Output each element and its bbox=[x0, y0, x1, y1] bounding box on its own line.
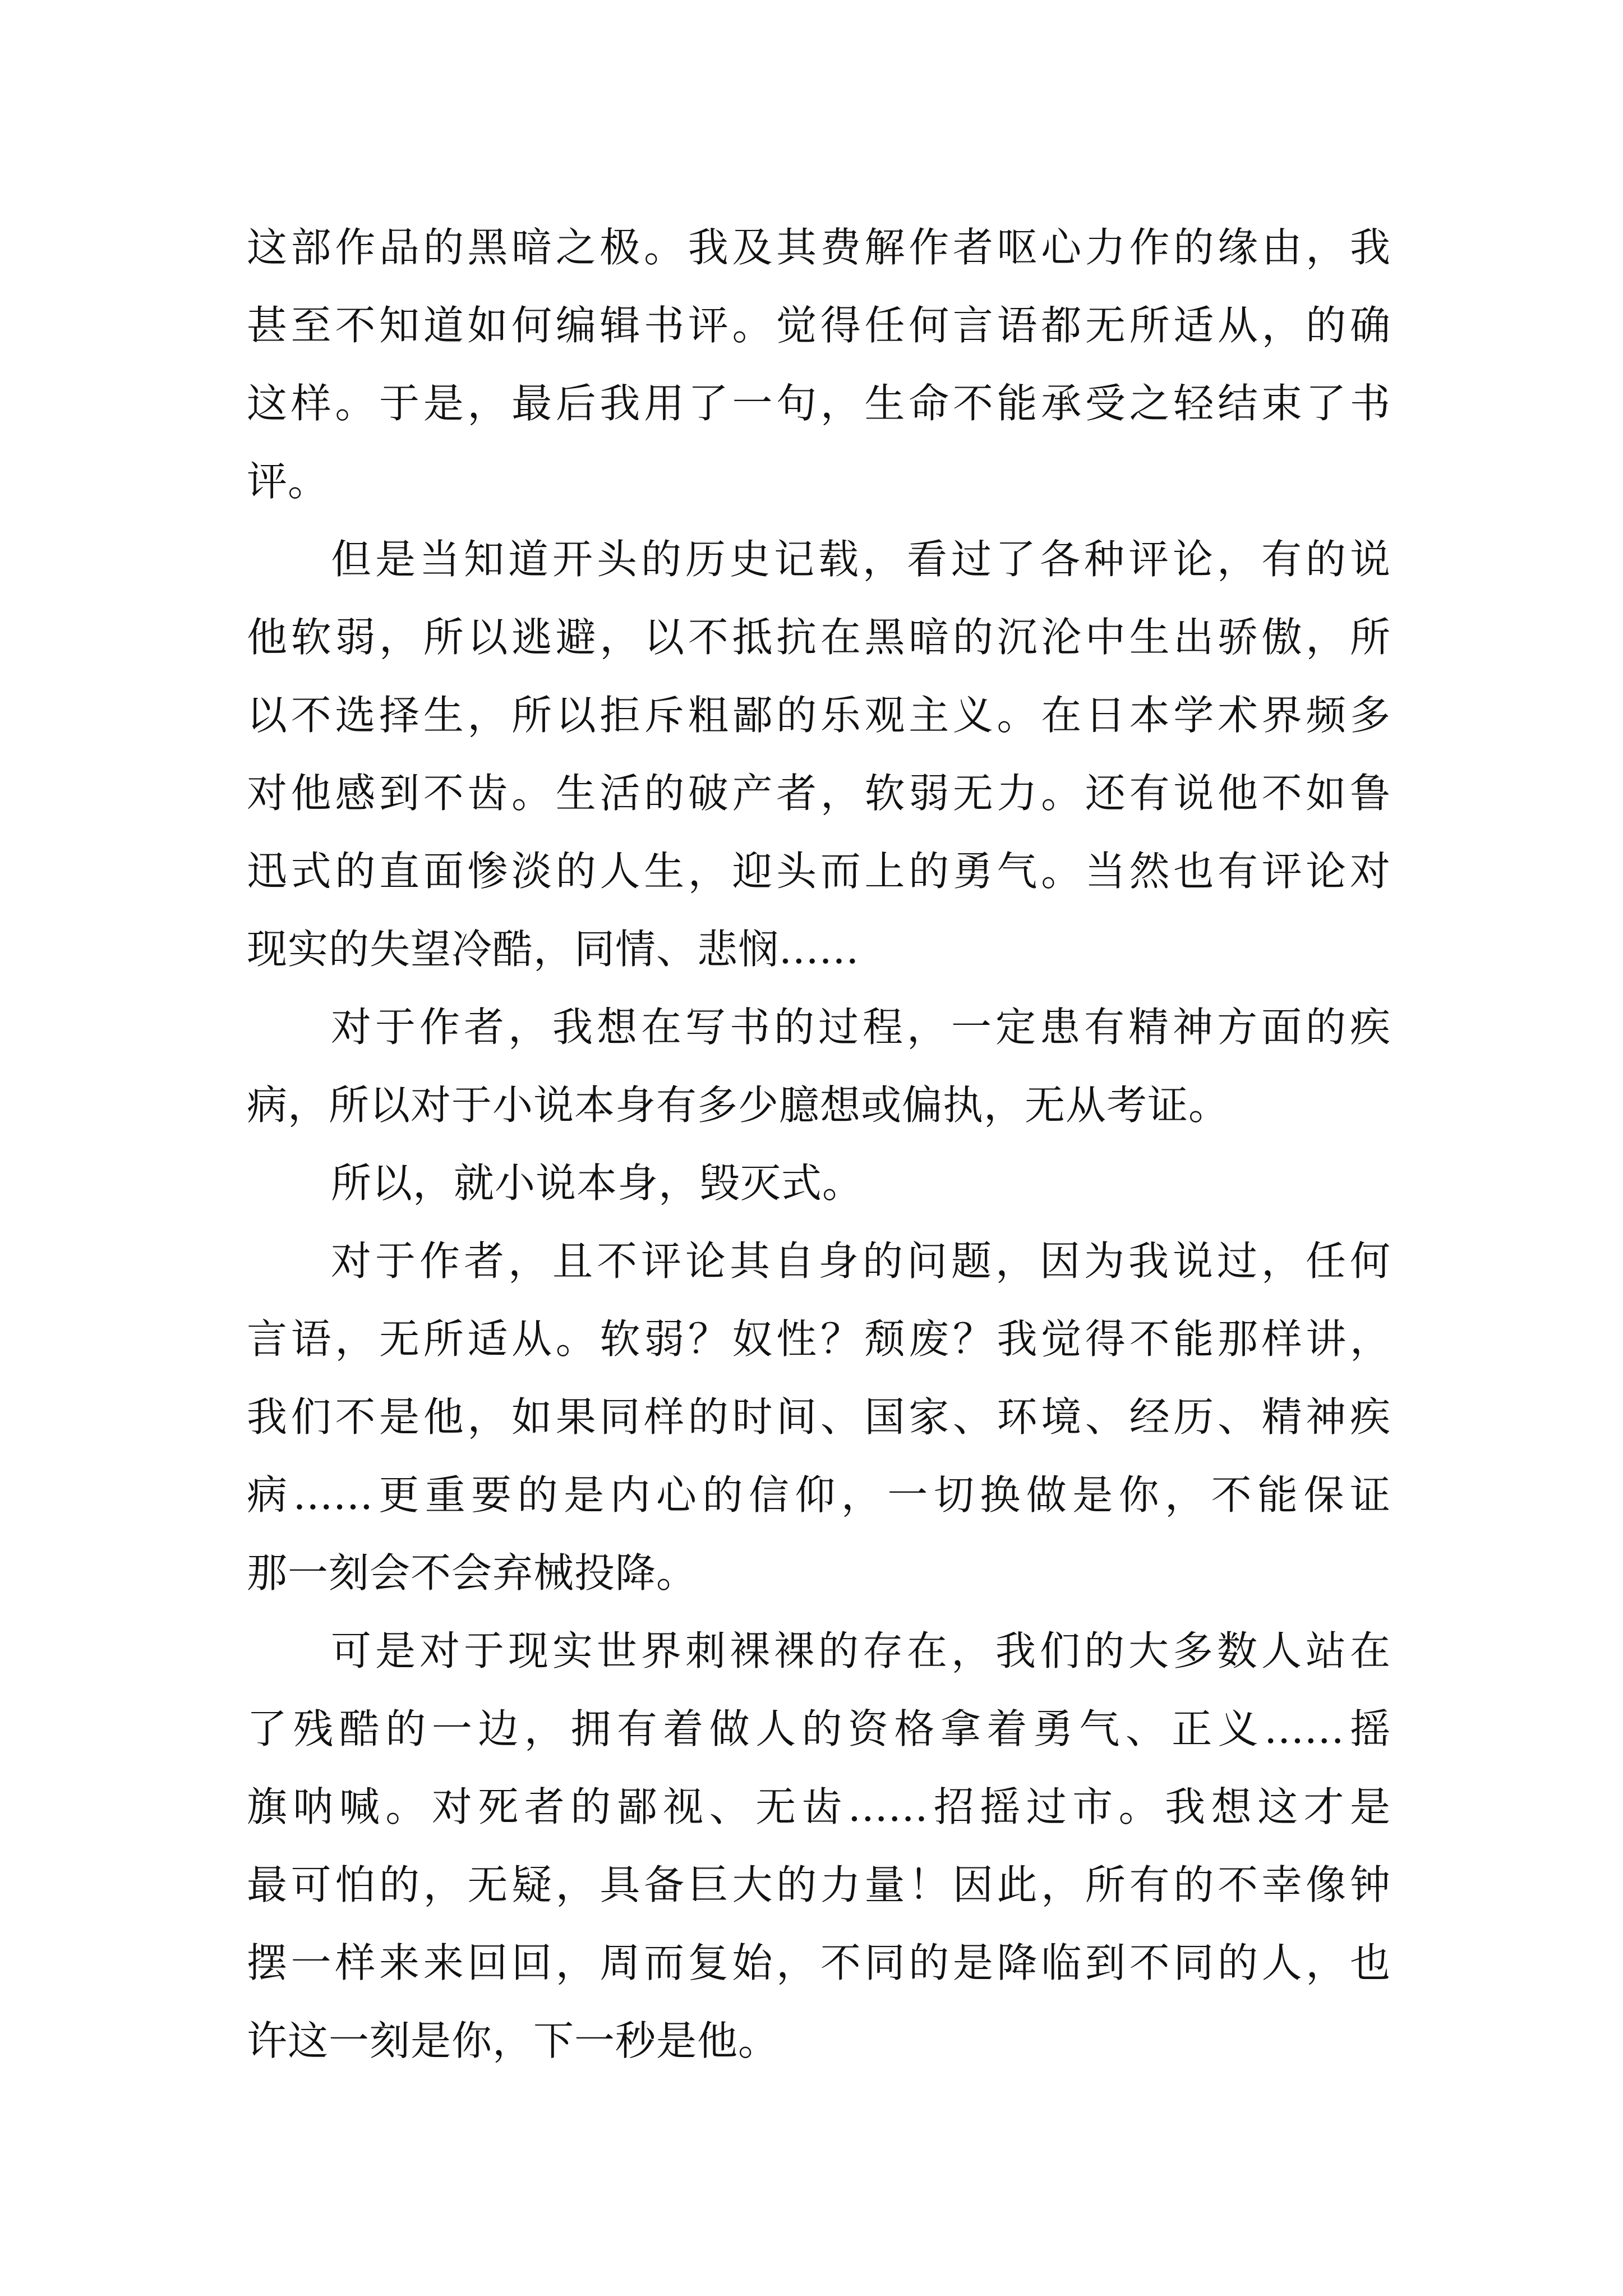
text-line: 现实的失望冷酷，同情、悲悯...... bbox=[247, 926, 860, 973]
text-line: 病......更重要的是内心的信仰，一切换做是你，不能保证 bbox=[247, 1471, 1391, 1519]
text-line: 所以，就小说本身，毁灭式。 bbox=[331, 1159, 864, 1207]
text-line: 那一刻会不会弃械投降。 bbox=[247, 1549, 698, 1596]
text-line: 这部作品的黑暗之极。我及其费解作者呕心力作的缘由，我 bbox=[247, 224, 1391, 271]
text-line: 他软弱，所以逃避，以不抵抗在黑暗的沉沦中生出骄傲，所 bbox=[247, 614, 1391, 661]
text-line: 我们不是他，如果同样的时间、国家、环境、经历、精神疾 bbox=[247, 1393, 1391, 1441]
text-line: 对他感到不齿。生活的破产者，软弱无力。还有说他不如鲁 bbox=[247, 770, 1391, 817]
text-line: 迅式的直面惨淡的人生，迎头而上的勇气。当然也有评论对 bbox=[247, 848, 1391, 895]
text-line: 但是当知道开头的历史记载，看过了各种评论，有的说 bbox=[331, 536, 1391, 583]
text-line: 以不选择生，所以拒斥粗鄙的乐观主义。在日本学术界频多 bbox=[247, 692, 1391, 739]
text-line: 最可怕的，无疑，具备巨大的力量！因此，所有的不幸像钟 bbox=[247, 1861, 1391, 1908]
text-line: 摆一样来来回回，周而复始，不同的是降临到不同的人，也 bbox=[247, 1939, 1391, 1986]
text-line: 病，所以对于小说本身有多少臆想或偏执，无从考证。 bbox=[247, 1082, 1230, 1129]
text-line: 可是对于现实世界刺裸裸的存在，我们的大多数人站在 bbox=[331, 1627, 1391, 1674]
body-text bbox=[247, 209, 1391, 2080]
text-line: 言语，无所适从。软弱？奴性？颓废？我觉得不能那样讲， bbox=[247, 1315, 1391, 1363]
text-line: 旗呐喊。对死者的鄙视、无齿......招摇过市。我想这才是 bbox=[247, 1783, 1391, 1830]
text-line: 评。 bbox=[247, 458, 329, 505]
text-line: 对于作者，我想在写书的过程，一定患有精神方面的疾 bbox=[331, 1004, 1391, 1051]
text-line: 了残酷的一边，拥有着做人的资格拿着勇气、正义......摇 bbox=[247, 1705, 1391, 1752]
text-line: 许这一刻是你，下一秒是他。 bbox=[247, 2017, 780, 2064]
text-line: 甚至不知道如何编辑书评。觉得任何言语都无所适从，的确 bbox=[247, 302, 1391, 349]
text-line: 这样。于是，最后我用了一句，生命不能承受之轻结束了书 bbox=[247, 380, 1391, 427]
text-line: 对于作者，且不评论其自身的问题，因为我说过，任何 bbox=[331, 1237, 1391, 1285]
